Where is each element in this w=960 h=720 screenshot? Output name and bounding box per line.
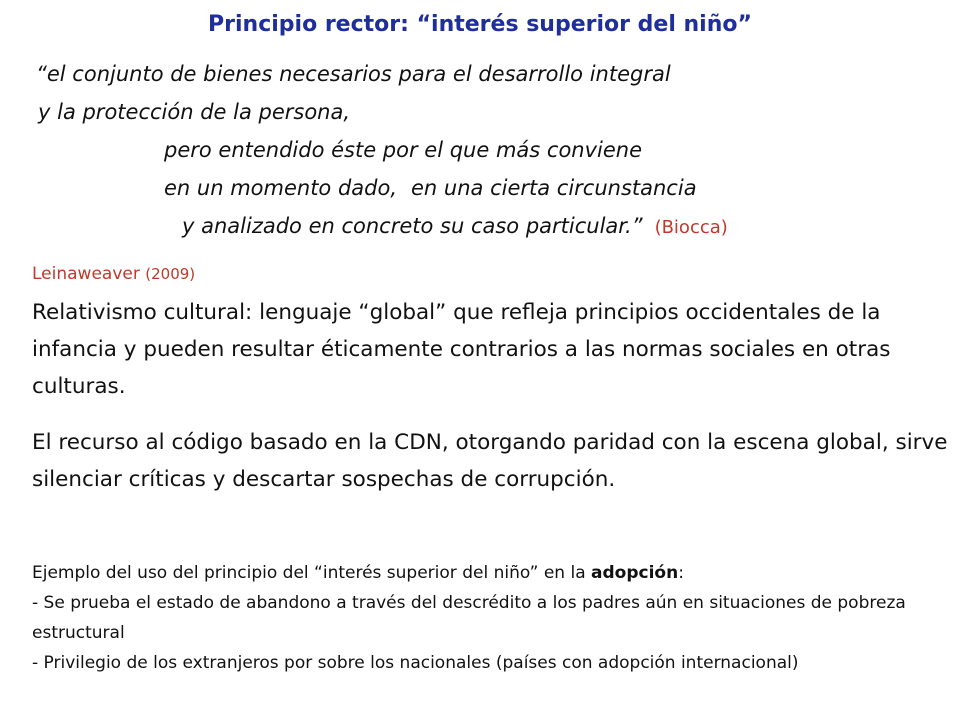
- paragraph-recurso-cdn: El recurso al código basado en la CDN, otorgando paridad con la escena global, sirve silenciar críticas y descartar sospechas de corrupción.: [32, 430, 948, 492]
- quote-line-3: pero entendido éste por el que más conviene: [164, 138, 643, 162]
- quote-line-4a: en un momento dado,: [164, 176, 397, 200]
- example-intro-colon: :: [678, 563, 684, 583]
- example-intro: [32, 558, 952, 588]
- author-reference: [32, 262, 195, 286]
- author-year: (2009): [145, 265, 196, 283]
- slide-title: Principio rector: “interés superior del niño”: [208, 12, 752, 37]
- quote-line-4b: en una cierta circunstancia: [411, 176, 697, 200]
- example-item-1: - Se prueba el estado de abandono a través del descrédito a los padres aún en situaciones de pobreza estructural: [32, 593, 906, 643]
- example-item-2: - Privilegio de los extranjeros por sobre los nacionales (países con adopción internacional): [32, 653, 799, 673]
- quote-citation: (Biocca): [654, 217, 728, 238]
- example-intro-bold: adopción: [591, 563, 679, 583]
- author-name: Leinaweaver: [32, 264, 140, 284]
- example-intro-text: Ejemplo del uso del principio del “interés superior del niño” en la: [32, 563, 592, 583]
- quote-line-4: [164, 174, 697, 202]
- quote-line-5-text: y analizado en concreto su caso particular.”: [182, 214, 643, 238]
- quote-line-2: y la protección de la persona,: [38, 100, 351, 124]
- quote-line-1: “el conjunto de bienes necesarios para el desarrollo integral: [36, 62, 671, 86]
- paragraph-relativismo: Relativismo cultural: lenguaje “global” que refleja principios occidentales de la infancia y pueden resultar éticamente contrarios a las normas sociales en otras culturas.: [32, 300, 891, 399]
- quote-line-5: [182, 212, 728, 242]
- example-block: [32, 558, 952, 678]
